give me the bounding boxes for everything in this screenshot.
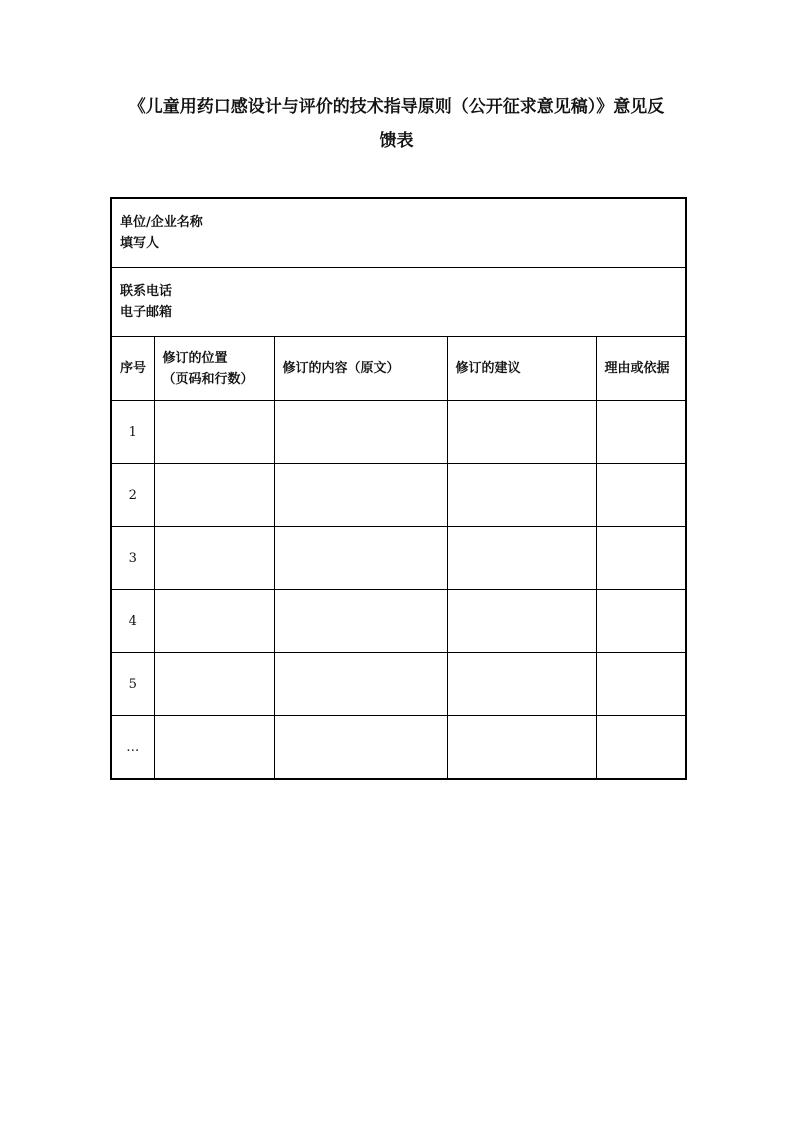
table-row — [111, 464, 686, 527]
row-content-cell[interactable] — [274, 527, 447, 590]
row-suggestion-cell[interactable] — [447, 527, 596, 590]
document-title-line-1: 《儿童用药口感设计与评价的技术指导原则（公开征求意见稿）》意见反 — [128, 97, 665, 117]
row-suggestion-cell[interactable] — [447, 464, 596, 527]
phone-label: 联系电话 — [120, 284, 173, 299]
header-position-line-2: （页码和行数） — [162, 371, 254, 387]
row-position-cell[interactable] — [154, 401, 274, 464]
row-reason-cell[interactable] — [596, 401, 686, 464]
row-seq: 4 — [111, 590, 154, 653]
row-content-cell[interactable] — [274, 590, 447, 653]
table-row — [111, 401, 686, 464]
header-reason: 理由或依据 — [596, 337, 686, 401]
row-reason-cell[interactable] — [596, 653, 686, 716]
row-position-cell[interactable] — [154, 716, 274, 780]
row-reason-cell[interactable] — [596, 590, 686, 653]
table-row — [111, 716, 686, 780]
table-header-row — [111, 337, 686, 401]
row-content-cell[interactable] — [274, 653, 447, 716]
header-suggestion: 修订的建议 — [447, 337, 596, 401]
unit-info-row — [111, 198, 686, 268]
document-title-line-2: 馈表 — [379, 131, 414, 151]
row-seq: 3 — [111, 527, 154, 590]
feedback-table — [110, 197, 687, 780]
row-position-cell[interactable] — [154, 464, 274, 527]
table-row — [111, 527, 686, 590]
contact-info-cell[interactable] — [111, 268, 686, 337]
row-suggestion-cell[interactable] — [447, 401, 596, 464]
row-seq: 5 — [111, 653, 154, 716]
row-seq: … — [111, 716, 154, 780]
header-position — [154, 337, 274, 401]
row-suggestion-cell[interactable] — [447, 590, 596, 653]
header-content: 修订的内容（原文） — [274, 337, 447, 401]
header-position-line-1: 修订的位置 — [162, 350, 228, 366]
row-content-cell[interactable] — [274, 464, 447, 527]
row-content-cell[interactable] — [274, 401, 447, 464]
row-reason-cell[interactable] — [596, 527, 686, 590]
row-seq: 1 — [111, 401, 154, 464]
row-suggestion-cell[interactable] — [447, 653, 596, 716]
unit-info-cell[interactable] — [111, 198, 686, 268]
row-position-cell[interactable] — [154, 590, 274, 653]
row-content-cell[interactable] — [274, 716, 447, 780]
table-row — [111, 590, 686, 653]
email-label: 电子邮箱 — [120, 305, 173, 320]
header-seq: 序号 — [111, 337, 154, 401]
unit-name-label: 单位/企业名称 — [120, 215, 203, 230]
row-position-cell[interactable] — [154, 653, 274, 716]
table-row — [111, 653, 686, 716]
row-suggestion-cell[interactable] — [447, 716, 596, 780]
row-reason-cell[interactable] — [596, 464, 686, 527]
filler-label: 填写人 — [120, 236, 160, 251]
row-reason-cell[interactable] — [596, 716, 686, 780]
row-seq: 2 — [111, 464, 154, 527]
contact-info-row — [111, 268, 686, 337]
row-position-cell[interactable] — [154, 527, 274, 590]
